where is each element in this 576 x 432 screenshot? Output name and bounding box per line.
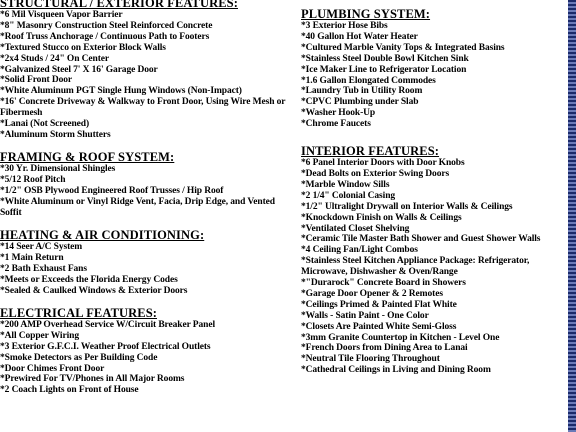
right-column: [301, 8, 567, 376]
feature-item: *200 AMP Overhead Service W/Circuit Breaker Panel: [0, 319, 215, 330]
feature-item: *1.6 Gallon Elongated Commodes: [301, 75, 436, 86]
feature-item: *Ice Maker Line to Refrigerator Location: [301, 64, 467, 75]
feature-list: [301, 158, 567, 376]
feature-list: [301, 21, 567, 130]
feature-item: *1/2" OSB Plywood Engineered Roof Trusses / Hip Roof: [0, 185, 224, 196]
feature-item: *8" Masonry Construction Steel Reinforced Concrete: [0, 20, 213, 31]
feature-item: *30 Yr. Dimensional Shingles: [0, 163, 116, 174]
feature-item: *Cathedral Ceilings in Living and Dining Room: [301, 365, 491, 376]
feature-item: *Knockdown Finish on Walls & Ceilings: [301, 212, 462, 223]
feature-item: *Lanai (Not Screened): [0, 119, 90, 130]
feature-item: *3 Exterior G.F.C.I. Weather Proof Electrical Outlets: [0, 341, 211, 352]
feature-item: *Chrome Faucets: [301, 119, 371, 130]
feature-item: *4 Ceiling Fan/Light Combos: [301, 245, 418, 256]
feature-item: *5/12 Roof Pitch: [0, 174, 66, 185]
feature-list: [0, 10, 292, 141]
feature-item: *16' Concrete Driveway & Walkway to Front Door, Using Wire Mesh or Fibermesh: [0, 97, 286, 119]
feature-item: *Textured Stucco on Exterior Block Walls: [0, 42, 166, 53]
section-heading: FRAMING & ROOF SYSTEM:: [0, 149, 175, 164]
feature-list: [0, 164, 292, 219]
feature-item: *Solid Front Door: [0, 75, 73, 86]
feature-item: *Marble Window Sills: [301, 179, 390, 190]
feature-item: *Ceilings Primed & Painted Flat White: [301, 299, 457, 310]
feature-item: *Walls - Satin Paint - One Color: [301, 310, 429, 321]
feature-item: *French Doors from Dining Area to Lanai: [301, 343, 468, 354]
feature-item: *Garage Door Opener & 2 Remotes: [301, 288, 443, 299]
section-heading: HEATING & AIR CONDITIONING:: [0, 228, 205, 243]
feature-item: *Closets Are Painted White Semi-Gloss: [301, 321, 457, 332]
feature-item: *Stainless Steel Double Bowl Kitchen Sink: [301, 53, 469, 64]
feature-item: *14 Seer A/C System: [0, 242, 83, 253]
feature-item: *Smoke Detectors as Per Building Code: [0, 352, 158, 363]
feature-item: *1/2" Ultralight Drywall on Interior Walls & Ceilings: [301, 201, 513, 212]
section-heading: ELECTRICAL FEATURES:: [0, 305, 158, 320]
feature-item: *Laundry Tub in Utility Room: [301, 86, 423, 97]
section-heading: PLUMBING SYSTEM:: [301, 7, 431, 21]
feature-item: *2x4 Studs / 24" On Center: [0, 53, 110, 64]
feature-item: *Aluminum Storm Shutters: [0, 129, 111, 140]
feature-item: *Ventilated Closet Shelving: [301, 223, 410, 234]
feature-item: *Cultured Marble Vanity Tops & Integrated Basins: [301, 42, 505, 53]
feature-item: *CPVC Plumbing under Slab: [301, 97, 419, 108]
feature-item: *Prewired For TV/Phones in All Major Rooms: [0, 374, 185, 385]
feature-item: *Meets or Exceeds the Florida Energy Codes: [0, 275, 178, 286]
feature-item: *Stainless Steel Kitchen Appliance Package: Refrigerator, Microwave, Dishwasher & Oven/Range: [301, 256, 530, 278]
feature-item: *6 Panel Interior Doors with Door Knobs: [301, 158, 465, 169]
feature-list: [0, 242, 292, 297]
section-framing-roof-system: [0, 151, 292, 219]
section-electrical-features: [0, 307, 292, 396]
feature-item: *2 Coach Lights on Front of House: [0, 385, 139, 396]
feature-item: *All Copper Wiring: [0, 330, 79, 341]
feature-item: *2 Bath Exhaust Fans: [0, 264, 87, 275]
left-column: [0, 0, 292, 396]
feature-item: *3mm Granite Countertop in Kitchen - Level One: [301, 332, 500, 343]
section-heading: STRUCTURAL / EXTERIOR FEATURES:: [0, 0, 238, 10]
section-interior-features: [301, 145, 567, 376]
feature-item: *1 Main Return: [0, 253, 64, 264]
feature-item: *Door Chimes Front Door: [0, 363, 105, 374]
feature-item: *Washer Hook-Up: [301, 108, 376, 119]
feature-item: *White Aluminum PGT Single Hung Windows (Non-Impact): [0, 86, 242, 97]
section-plumbing-system: [301, 8, 567, 130]
feature-item: *3 Exterior Hose Bibs: [301, 21, 388, 31]
feature-item: *6 Mil Visqueen Vapor Barrier: [0, 10, 123, 20]
feature-item: *Roof Truss Anchorage / Continuous Path to Footers: [0, 31, 210, 42]
feature-item: *"Durarock" Concrete Board in Showers: [301, 278, 466, 289]
feature-list: [0, 320, 292, 396]
right-edge-stripe: [568, 0, 576, 432]
feature-item: *2 1/4" Colonial Casing: [301, 190, 396, 201]
feature-item: *Sealed & Caulked Windows & Exterior Doors: [0, 286, 188, 297]
section-structural-exterior-features: [0, 0, 292, 141]
feature-item: *Ceramic Tile Master Bath Shower and Guest Shower Walls: [301, 234, 541, 245]
feature-item: *Dead Bolts on Exterior Swing Doors: [301, 168, 450, 179]
feature-item: *Neutral Tile Flooring Throughout: [301, 354, 440, 365]
feature-item: *Galvanized Steel 7' X 16' Garage Door: [0, 64, 158, 75]
section-heading: INTERIOR FEATURES:: [301, 144, 440, 159]
feature-item: *40 Gallon Hot Water Heater: [301, 31, 418, 42]
section-heating-air-conditioning: [0, 229, 292, 297]
feature-item: *White Aluminum or Vinyl Ridge Vent, Facia, Drip Edge, and Vented Soffit: [0, 196, 275, 218]
